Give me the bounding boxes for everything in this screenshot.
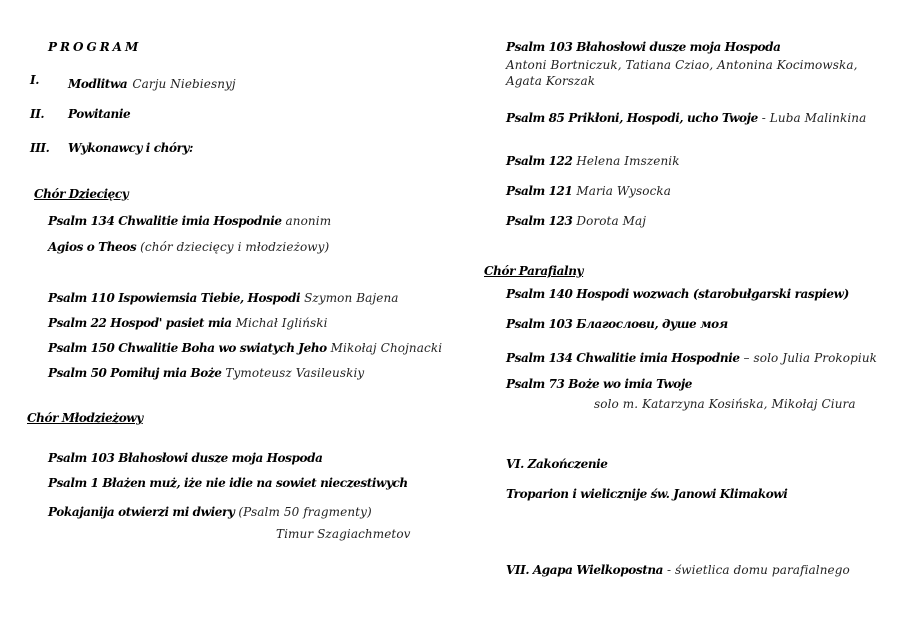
choir-youth-heading: Chór Młodzieżowy (27, 411, 143, 425)
item-iii-label: Wykonawcy i chóry: (68, 141, 194, 155)
item-i (68, 73, 236, 92)
psalm122-author: Helena Imszenik (572, 154, 680, 168)
psalm85-line (506, 107, 866, 126)
item-number-i: I. (30, 73, 39, 87)
section-vi: VI. Zakończenie (506, 457, 608, 471)
item-number-iii: III. (30, 141, 50, 155)
children-line (48, 312, 328, 331)
psalm122-line (506, 150, 680, 169)
piece-title: Psalm 134 Chwalitie imia Hospodnie (48, 214, 282, 228)
piece-author: Tymoteusz Vasileuskiy (221, 366, 365, 380)
psalm85-author: - Luba Malinkina (757, 111, 867, 125)
item-i-note: Carju Niebiesnyj (132, 77, 236, 91)
psalm121-line (506, 180, 671, 199)
program-title: PROGRAM (48, 40, 142, 54)
piece-title: Psalm 110 Ispowiemsia Tiebie, Hospodi (48, 291, 301, 305)
piece-title: Agios o Theos (48, 240, 137, 254)
youth-line-3-note: (Psalm 50 fragmenty) (234, 505, 372, 519)
section-vii-title: VII. Agapa Wielkopostna (506, 563, 664, 577)
troparion-line: Troparion i wielicznije św. Janowi Klimakowi (506, 487, 788, 501)
parish-line-3 (506, 347, 877, 366)
item-ii-label: Powitanie (68, 107, 131, 121)
choir-children-heading: Chór Dziecięcy (34, 187, 129, 201)
parish-line-4-solo: solo m. Katarzyna Kosińska, Mikołaj Ciura (594, 397, 856, 411)
psalm121-title: Psalm 121 (506, 184, 573, 198)
piece-title: Psalm 22 Hospod' pasiet mia (48, 316, 232, 330)
parish-line-3-note: – solo Julia Prokopiuk (739, 351, 878, 365)
piece-author: Michał Igliński (231, 316, 328, 330)
piece-author: (chór dziecięcy i młodzieżowy) (136, 240, 330, 254)
piece-author: anonim (281, 214, 332, 228)
item-i-label: Modlitwa (68, 77, 128, 91)
section-vii (506, 559, 850, 578)
section-vii-note: - świetlica domu parafialnego (663, 563, 850, 577)
psalm122-title: Psalm 122 (506, 154, 573, 168)
psalm103-title: Psalm 103 Błahosłowi dusze moja Hospoda (506, 40, 781, 54)
psalm103-authors: Antoni Bortniczuk, Tatiana Cziao, Antonina Kocimowska, Agata Korszak (506, 58, 858, 88)
children-line (48, 362, 364, 381)
children-line (48, 287, 399, 306)
parish-line-1: Psalm 140 Hospodi wozwach (starobułgarski raspiew) (506, 287, 849, 301)
item-number-ii: II. (30, 107, 45, 121)
parish-line-4: Psalm 73 Boże wo imia Twoje (506, 377, 693, 391)
children-line (48, 210, 331, 229)
parish-line-3-title: Psalm 134 Chwalitie imia Hospodnie (506, 351, 740, 365)
piece-title: Psalm 150 Chwalitie Boha wo swiatych Jeho (48, 341, 327, 355)
children-line (48, 236, 329, 255)
parish-line-2: Psalm 103 Благослови, душе моя (506, 317, 728, 331)
psalm123-line (506, 210, 646, 229)
youth-line-3-title: Pokajanija otwierzi mi dwiery (48, 505, 235, 519)
youth-author: Timur Szagiachmetov (276, 527, 411, 541)
youth-line-2: Psalm 1 Błażen muż, iże nie idie na sowiet nieczestiwych (48, 476, 408, 490)
youth-line-1: Psalm 103 Błahosłowi dusze moja Hospoda (48, 451, 323, 465)
psalm85-title: Psalm 85 Prikłoni, Hospodi, ucho Twoje (506, 111, 758, 125)
piece-author: Szymon Bajena (300, 291, 399, 305)
piece-author: Mikołaj Chojnacki (326, 341, 443, 355)
psalm123-author: Dorota Maj (572, 214, 647, 228)
children-line (48, 337, 442, 356)
psalm123-title: Psalm 123 (506, 214, 573, 228)
piece-title: Psalm 50 Pomiłuj mia Boże (48, 366, 222, 380)
psalm121-author: Maria Wysocka (572, 184, 672, 198)
choir-parish-heading: Chór Parafialny (484, 264, 584, 278)
youth-line-3 (48, 501, 372, 520)
